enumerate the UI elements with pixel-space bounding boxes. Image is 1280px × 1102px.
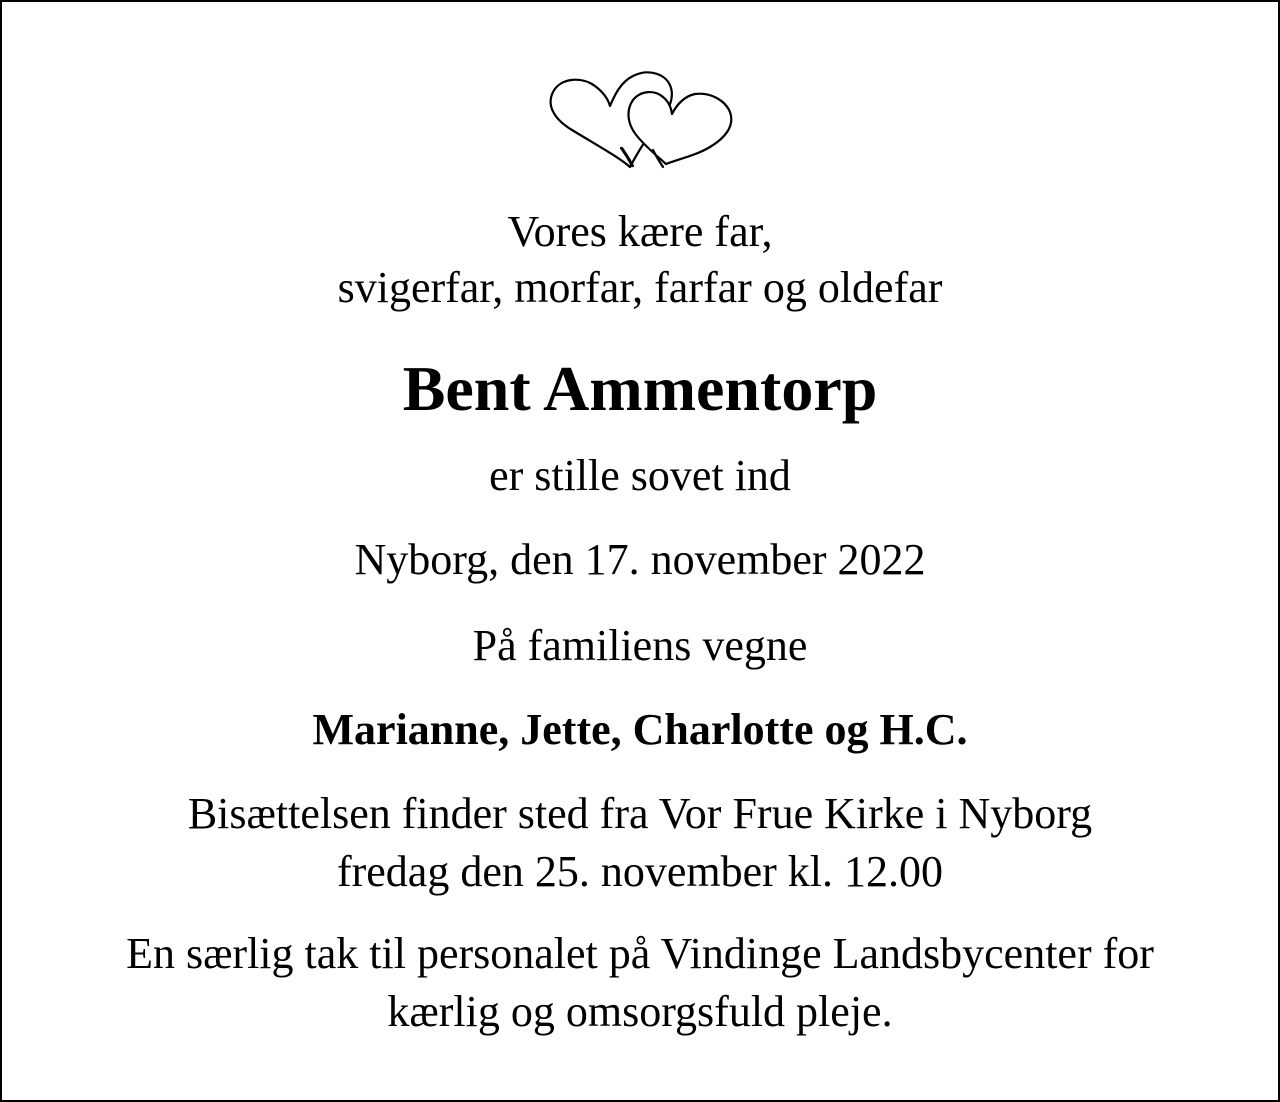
deceased-name: Bent Ammentorp bbox=[402, 353, 878, 424]
place-and-date: Nyborg, den 17. november 2022 bbox=[354, 535, 926, 584]
thanks-line-2: kærlig og omsorgsfuld pleje. bbox=[387, 987, 893, 1036]
funeral-line-1: Bisættelsen finder sted fra Vor Frue Kirke i Nyborg bbox=[187, 789, 1093, 838]
funeral-line-2: fredag den 25. november kl. 12.00 bbox=[336, 847, 944, 896]
intro-line-2: svigerfar, morfar, farfar og oldefar bbox=[337, 263, 943, 312]
family-names: Marianne, Jette, Charlotte og H.C. bbox=[312, 705, 968, 754]
two-hearts-icon bbox=[545, 64, 745, 174]
thanks-line-1: En særlig tak til personalet på Vindinge Landsbycenter for bbox=[126, 929, 1154, 978]
on-behalf-text: På familiens vegne bbox=[472, 621, 808, 670]
intro-line-1: Vores kære far, bbox=[507, 207, 773, 256]
passed-away-text: er stille sovet ind bbox=[489, 451, 791, 500]
